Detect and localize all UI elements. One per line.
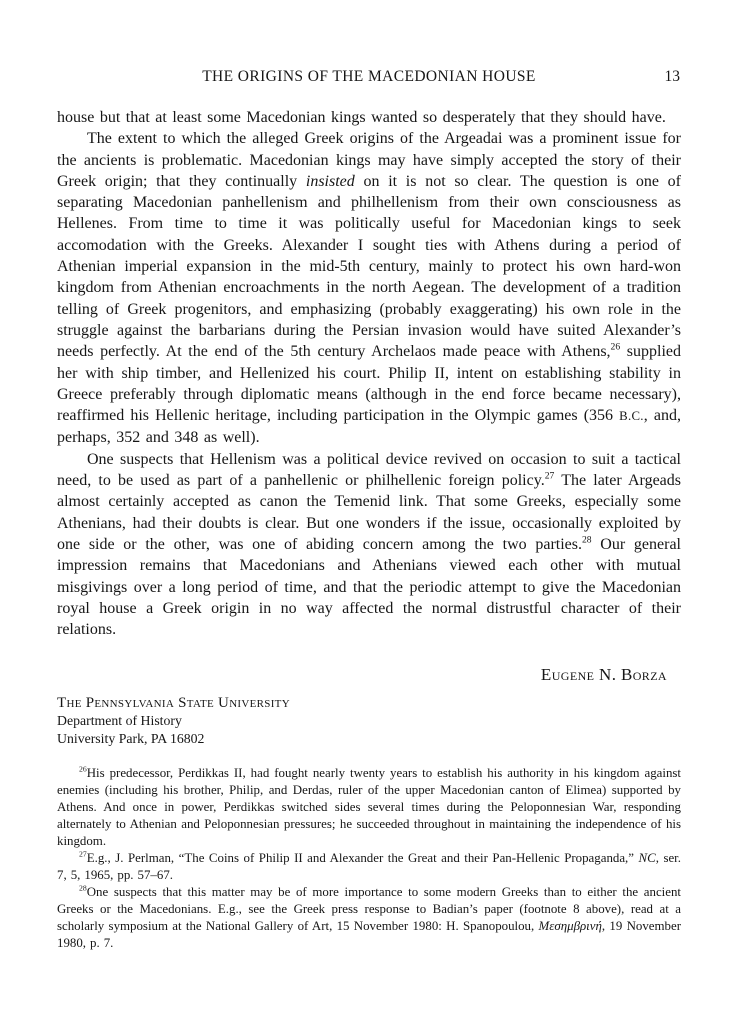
footnote-reference: 27 xyxy=(544,470,555,482)
text-run: E.g., J. Perlman, “The Coins of Philip II and Alexander the Great and their Pan-Hellenic Propaganda,” xyxy=(86,851,639,866)
footnote-reference: 27 xyxy=(79,850,87,860)
text-run: , and, perhaps, 352 and 348 as well). xyxy=(57,407,681,447)
italic-text: NC xyxy=(638,851,656,866)
running-head xyxy=(57,67,681,86)
footnote-reference: 26 xyxy=(79,765,87,775)
paragraph xyxy=(57,449,681,641)
footnote xyxy=(57,765,681,850)
page-number: 13 xyxy=(664,68,680,85)
paragraph xyxy=(57,107,681,128)
body-text xyxy=(57,107,681,640)
affiliation-block xyxy=(57,694,681,748)
footnote-reference: 26 xyxy=(610,341,621,353)
text-run: One suspects that Hellenism was a political device revived on occasion to suit a tactical need, to be used as part of a panhellenic or philhellenic foreign policy. xyxy=(57,450,681,490)
affiliation-address: University Park, PA 16802 xyxy=(57,731,205,747)
footnote-reference: 28 xyxy=(79,884,87,894)
header-title: THE ORIGINS OF THE MACEDONIAN HOUSE xyxy=(202,68,536,85)
text-run: One suspects that this matter may be of more importance to some modern Greeks than to either the ancient Greeks or the Macedonians. E.g., see the Greek press response to Badian’s paper (footnote 8 above), read at a scholarly symposium at the National Gallery of Art, 15 November 1980: H. Spanopoulou, xyxy=(57,885,681,934)
signature-block xyxy=(57,665,681,685)
text-run: The extent to which the alleged Greek origins of the Argeadai was a prominent issue for the ancients is problematic. Macedonian kings may have simply accepted the story of their Greek origin; that they continually xyxy=(57,130,681,190)
text-run: , 19 November 1980, p. 7. xyxy=(57,919,682,951)
text-run: Our general impression remains that Macedonians and Athenians viewed each other with mutual misgivings over a long period of time, and that the periodic attempt to give the Macedonian royal house a Greek origin in no way affected the normal distrustful character of their relations. xyxy=(57,535,681,639)
italic-text: insisted xyxy=(305,172,355,190)
text-run: supplied her with ship timber, and Hellenized his court. Philip II, intent on establishing stability in Greece preferably through diplomatic means (although in the end force became necessary), reaffirmed his Hellenic heritage, including participation in the Olympic games (356 xyxy=(57,343,681,425)
smallcaps-text: B.C. xyxy=(619,409,644,424)
paragraph xyxy=(57,128,681,448)
affiliation-department: Department of History xyxy=(57,713,182,729)
text-run: The later Argeads almost certainly accepted as canon the Temenid link. That some Greeks, especially some Athenians, had their doubts is clear. But one wonders if the issue, occasionally exploited by one side or the other, was one of abiding concern among the two parties. xyxy=(57,472,682,553)
author-name: Eugene N. Borza xyxy=(540,665,667,685)
text-run: house but that at least some Macedonian kings wanted so desperately that they should have. xyxy=(57,109,666,126)
affiliation-institution: The Pennsylvania State University xyxy=(57,695,290,712)
italic-text: Μεσημβρινή xyxy=(538,919,602,934)
footnotes-section xyxy=(57,765,681,952)
footnote-reference: 28 xyxy=(582,534,592,546)
footnote xyxy=(57,884,681,952)
text-run: , ser. 7, 5, 1965, pp. 57–67. xyxy=(57,851,681,883)
text-run: His predecessor, Perdikkas II, had fought nearly twenty years to establish his authority in his kingdom against enemies (including his brother, Philip, and Derdas, ruler of the upper Macedonian canton of Elimea) supported by Athens. And once in power, Perdikkas switched sides several times during the Peloponnesian War, responding alternately to Athenian and Peloponnesian pressures; he succeeded throughout in maintaining the independence of his kingdom. xyxy=(57,766,681,849)
footnote xyxy=(57,850,681,884)
text-run: on it is not so clear. The question is one of separating Macedonian panhellenism and philhellenism from their own consciousness as Hellenes. From time to time it was politically useful for Macedonian kings to seek accomodation with the Greeks. Alexander I sought ties with Athens during a period of Athenian imperial expansion in the mid-5th century, mainly to protect his own hard-won kingdom from Athenian encroachments in the north Aegean. The development of a tradition telling of Greek progenitors, and emphasizing (probably exaggerating) his own role in the struggle against the barbarians during the Persian invasion would have suited Alexander’s needs perfectly. At the end of the 5th century Archelaos made peace with Athens, xyxy=(57,172,681,361)
